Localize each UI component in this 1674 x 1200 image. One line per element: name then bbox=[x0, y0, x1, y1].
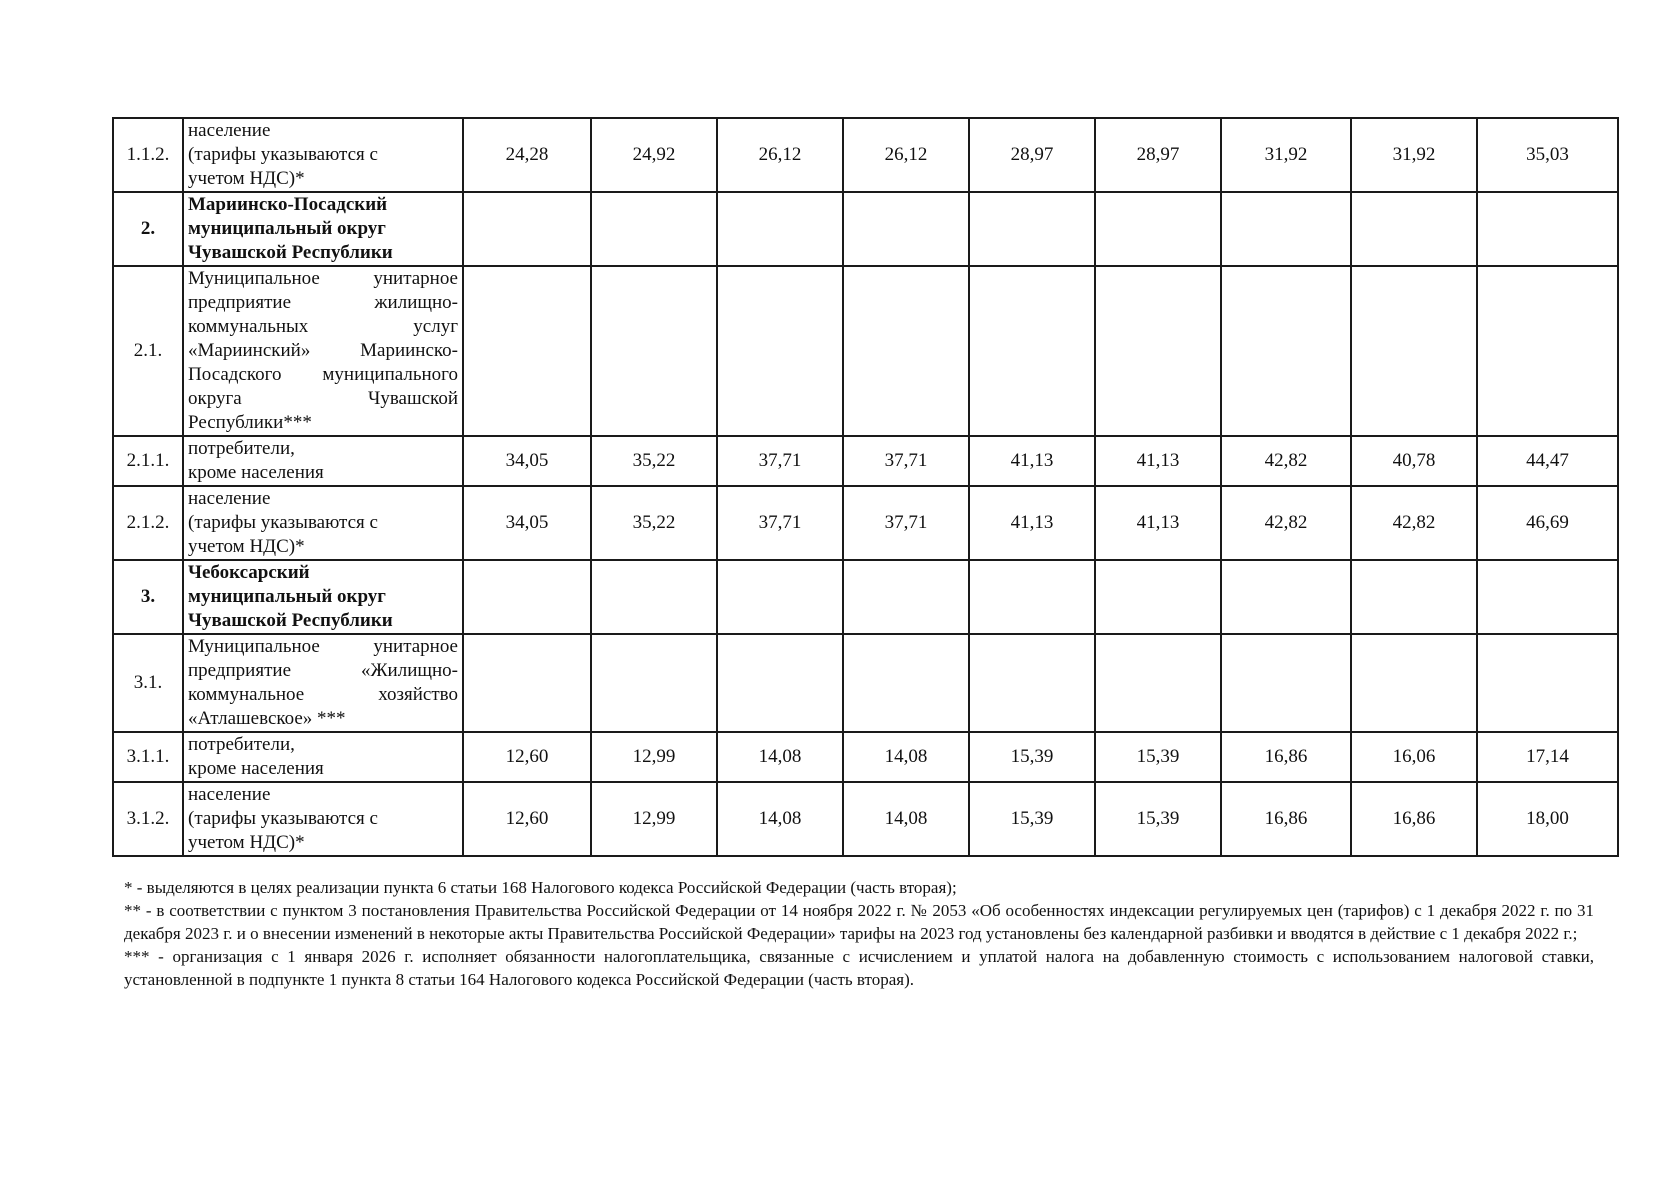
row-name: население (тарифы указываются с учетом НДС)* bbox=[183, 486, 463, 560]
table-row bbox=[113, 634, 1618, 732]
tariff-value-cell bbox=[717, 634, 843, 732]
tariff-value-cell: 14,08 bbox=[843, 782, 969, 856]
tariff-value-cell bbox=[1095, 560, 1221, 634]
row-number: 3.1.2. bbox=[113, 782, 183, 856]
tariff-value-cell: 26,12 bbox=[717, 118, 843, 192]
tariff-value-cell bbox=[1351, 634, 1477, 732]
row-number: 2.1. bbox=[113, 266, 183, 436]
tariff-value-cell: 15,39 bbox=[1095, 782, 1221, 856]
tariff-value-cell: 42,82 bbox=[1221, 486, 1351, 560]
tariff-value-cell: 35,03 bbox=[1477, 118, 1618, 192]
tariff-value-cell bbox=[463, 560, 591, 634]
tariff-value-cell: 37,71 bbox=[843, 486, 969, 560]
tariff-table bbox=[112, 117, 1619, 857]
footnote-1: * - выделяются в целях реализации пункта 6 статьи 168 Налогового кодекса Российской Федерации (часть вторая); bbox=[124, 878, 957, 897]
row-name: Мариинско-Посадский муниципальный округ Чувашской Республики bbox=[183, 192, 463, 266]
tariff-value-cell bbox=[1477, 560, 1618, 634]
tariff-value-cell: 28,97 bbox=[1095, 118, 1221, 192]
tariff-value-cell bbox=[1351, 560, 1477, 634]
row-name: Муниципальное унитарное предприятие «Жилищно-коммунальное хозяйство «Атлашевское» *** bbox=[183, 634, 463, 732]
tariff-value-cell bbox=[969, 634, 1095, 732]
tariff-value-cell bbox=[1221, 560, 1351, 634]
tariff-value-cell: 18,00 bbox=[1477, 782, 1618, 856]
tariff-value-cell bbox=[717, 266, 843, 436]
tariff-value-cell bbox=[717, 192, 843, 266]
tariff-value-cell bbox=[969, 560, 1095, 634]
tariff-value-cell: 41,13 bbox=[1095, 486, 1221, 560]
row-name: потребители, кроме населения bbox=[183, 436, 463, 486]
footnotes bbox=[124, 876, 1594, 991]
row-number: 2. bbox=[113, 192, 183, 266]
tariff-value-cell bbox=[463, 634, 591, 732]
table-row bbox=[113, 436, 1618, 486]
row-number: 3. bbox=[113, 560, 183, 634]
table-row bbox=[113, 266, 1618, 436]
tariff-value-cell bbox=[843, 634, 969, 732]
tariff-value-cell bbox=[1095, 192, 1221, 266]
tariff-value-cell: 16,06 bbox=[1351, 732, 1477, 782]
tariff-value-cell: 28,97 bbox=[969, 118, 1095, 192]
table-row bbox=[113, 732, 1618, 782]
tariff-value-cell bbox=[1351, 192, 1477, 266]
tariff-value-cell: 14,08 bbox=[843, 732, 969, 782]
tariff-value-cell: 16,86 bbox=[1221, 732, 1351, 782]
tariff-value-cell bbox=[969, 192, 1095, 266]
tariff-value-cell: 16,86 bbox=[1351, 782, 1477, 856]
row-name: население (тарифы указываются с учетом НДС)* bbox=[183, 782, 463, 856]
tariff-value-cell bbox=[969, 266, 1095, 436]
row-name: потребители, кроме населения bbox=[183, 732, 463, 782]
tariff-value-cell bbox=[843, 266, 969, 436]
tariff-value-cell: 24,92 bbox=[591, 118, 717, 192]
tariff-value-cell: 35,22 bbox=[591, 436, 717, 486]
tariff-value-cell bbox=[591, 192, 717, 266]
tariff-value-cell: 41,13 bbox=[969, 436, 1095, 486]
tariff-value-cell: 37,71 bbox=[843, 436, 969, 486]
tariff-value-cell: 15,39 bbox=[1095, 732, 1221, 782]
tariff-value-cell: 42,82 bbox=[1221, 436, 1351, 486]
tariff-value-cell: 24,28 bbox=[463, 118, 591, 192]
tariff-value-cell: 14,08 bbox=[717, 732, 843, 782]
row-number: 3.1. bbox=[113, 634, 183, 732]
tariff-value-cell: 37,71 bbox=[717, 436, 843, 486]
tariff-value-cell bbox=[1221, 192, 1351, 266]
row-number: 2.1.1. bbox=[113, 436, 183, 486]
tariff-value-cell: 37,71 bbox=[717, 486, 843, 560]
tariff-value-cell: 12,60 bbox=[463, 732, 591, 782]
tariff-value-cell bbox=[1095, 266, 1221, 436]
footnote-3: *** - организация с 1 января 2026 г. исполняет обязанности налогоплательщика, связанные с исчислением и уплатой налога на добавленную стоимость с использованием налоговой ставки, установленной в подпункте 1 пункта 8 статьи 164 Налогового кодекса Российской Федерации (часть вторая). bbox=[124, 947, 1594, 989]
tariff-value-cell bbox=[843, 192, 969, 266]
footnote-2: ** - в соответствии с пунктом 3 постановления Правительства Российской Федерации от 14 ноября 2022 г. № 2053 «Об особенностях индексации регулируемых цен (тарифов) с 1 декабря 2022 г. по 31 декабря 2023 г. и о внесении изменений в некоторые акты Правительства Российской Федерации» тарифы на 2023 год установлены без календарной разбивки и вводятся в действие с 1 декабря 2022 г.; bbox=[124, 901, 1594, 943]
tariff-value-cell bbox=[591, 266, 717, 436]
tariff-value-cell bbox=[1221, 266, 1351, 436]
tariff-value-cell: 26,12 bbox=[843, 118, 969, 192]
table-row bbox=[113, 118, 1618, 192]
table-row bbox=[113, 486, 1618, 560]
row-name: Чебоксарский муниципальный округ Чувашской Республики bbox=[183, 560, 463, 634]
table-row bbox=[113, 560, 1618, 634]
table-body bbox=[113, 118, 1618, 856]
tariff-value-cell bbox=[1351, 266, 1477, 436]
row-number: 3.1.1. bbox=[113, 732, 183, 782]
tariff-value-cell: 44,47 bbox=[1477, 436, 1618, 486]
table-row bbox=[113, 192, 1618, 266]
tariff-value-cell: 34,05 bbox=[463, 486, 591, 560]
tariff-value-cell: 16,86 bbox=[1221, 782, 1351, 856]
tariff-value-cell bbox=[717, 560, 843, 634]
tariff-value-cell bbox=[463, 192, 591, 266]
tariff-value-cell bbox=[1477, 634, 1618, 732]
tariff-value-cell: 12,60 bbox=[463, 782, 591, 856]
tariff-value-cell bbox=[1221, 634, 1351, 732]
tariff-value-cell bbox=[843, 560, 969, 634]
tariff-value-cell bbox=[1477, 266, 1618, 436]
row-name: Муниципальное унитарное предприятие жилищно-коммунальных услуг «Мариинский» Мариинско-Посадского муниципального округа Чувашской Республики*** bbox=[183, 266, 463, 436]
tariff-value-cell: 34,05 bbox=[463, 436, 591, 486]
tariff-value-cell: 46,69 bbox=[1477, 486, 1618, 560]
tariff-value-cell: 15,39 bbox=[969, 732, 1095, 782]
row-number: 2.1.2. bbox=[113, 486, 183, 560]
tariff-value-cell: 31,92 bbox=[1221, 118, 1351, 192]
tariff-value-cell bbox=[591, 560, 717, 634]
tariff-value-cell bbox=[1477, 192, 1618, 266]
tariff-value-cell: 14,08 bbox=[717, 782, 843, 856]
tariff-value-cell: 41,13 bbox=[969, 486, 1095, 560]
tariff-value-cell bbox=[1095, 634, 1221, 732]
tariff-value-cell: 31,92 bbox=[1351, 118, 1477, 192]
tariff-value-cell: 12,99 bbox=[591, 732, 717, 782]
tariff-value-cell: 41,13 bbox=[1095, 436, 1221, 486]
table-row bbox=[113, 782, 1618, 856]
row-number: 1.1.2. bbox=[113, 118, 183, 192]
tariff-value-cell bbox=[591, 634, 717, 732]
tariff-value-cell bbox=[463, 266, 591, 436]
tariff-value-cell: 15,39 bbox=[969, 782, 1095, 856]
row-name: население (тарифы указываются с учетом НДС)* bbox=[183, 118, 463, 192]
tariff-value-cell: 17,14 bbox=[1477, 732, 1618, 782]
tariff-value-cell: 35,22 bbox=[591, 486, 717, 560]
tariff-value-cell: 42,82 bbox=[1351, 486, 1477, 560]
tariff-value-cell: 12,99 bbox=[591, 782, 717, 856]
tariff-value-cell: 40,78 bbox=[1351, 436, 1477, 486]
